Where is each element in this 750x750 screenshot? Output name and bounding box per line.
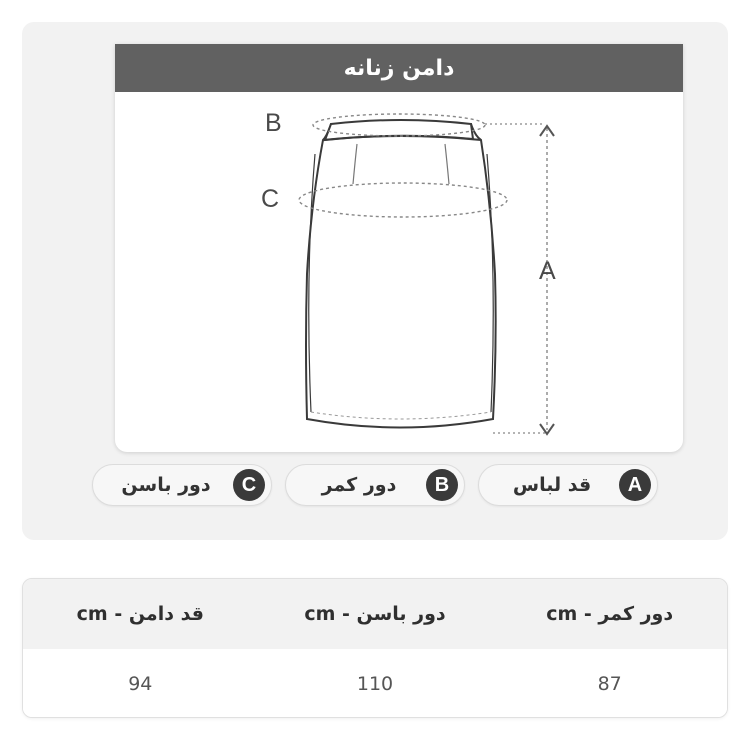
skirt-outline — [306, 124, 496, 428]
skirt-diagram — [115, 44, 683, 452]
legend-label-c: دور باسن — [121, 474, 211, 496]
legend-label-a: قد لباس — [512, 474, 592, 496]
legend-badge-c: C — [233, 469, 265, 501]
cell-waist: 87 — [597, 673, 622, 695]
table-row — [23, 649, 727, 718]
legend-label-b: دور کمر — [321, 474, 397, 496]
label-b: B — [265, 109, 282, 137]
header-waist: دور کمر - cm — [546, 603, 674, 625]
legend-badge-a: A — [619, 469, 651, 501]
table-header-row — [23, 579, 727, 649]
header-length: قد دامن - cm — [76, 603, 204, 625]
cell-hip: 110 — [356, 673, 394, 695]
figure-title: دامن زنانه — [115, 44, 683, 92]
legend-item-a — [478, 464, 658, 506]
legend-badge-b: B — [426, 469, 458, 501]
label-a: A — [539, 257, 556, 285]
header-hip: دور باسن - cm — [304, 603, 446, 625]
size-table — [22, 578, 728, 718]
measurement-legend — [22, 464, 728, 508]
size-guide-card — [22, 22, 728, 540]
legend-item-b — [285, 464, 465, 506]
skirt-figure-card — [115, 44, 683, 452]
cell-length: 94 — [128, 673, 153, 695]
legend-item-c — [92, 464, 272, 506]
label-c: C — [261, 185, 280, 213]
